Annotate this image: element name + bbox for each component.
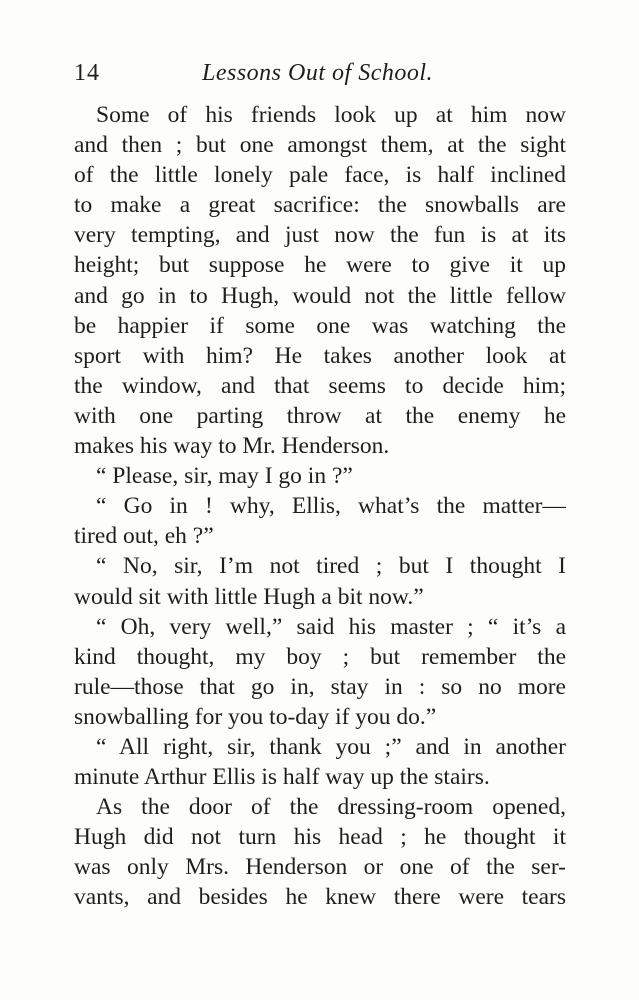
text-line: rule—those that go in, stay in : so no more xyxy=(74,673,566,700)
page-header xyxy=(74,60,566,94)
text-line: kind thought, my boy ; but remember the xyxy=(74,643,566,670)
text-line: “ Please, sir, may I go in ?” xyxy=(96,463,353,490)
page-number: 14 xyxy=(74,60,100,86)
text-line: Some of his friends look up at him now xyxy=(96,102,566,128)
text-line: tired out, eh ?” xyxy=(74,523,214,550)
text-line: vants, and besides he knew there were tears xyxy=(74,884,566,911)
text-line: “ Go in ! why, Ellis, what’s the matter— xyxy=(96,493,566,520)
body-text xyxy=(74,100,566,913)
text-line: “ All right, sir, thank you ;” and in another xyxy=(96,733,566,760)
text-line: “ No, sir, I’m not tired ; but I thought I xyxy=(96,553,566,580)
text-line: snowballing for you to-day if you do.” xyxy=(74,703,437,730)
text-line: was only Mrs. Henderson or one of the ser- xyxy=(74,854,566,881)
text-line: of the little lonely pale face, is half inclined xyxy=(74,162,566,189)
text-line: and then ; but one amongst them, at the sight xyxy=(74,132,566,159)
text-line: height; but suppose he were to give it up xyxy=(74,252,566,279)
text-line: with one parting throw at the enemy he xyxy=(74,402,566,429)
text-line: to make a great sacrifice: the snowballs are xyxy=(74,192,566,219)
text-line: the window, and that seems to decide him; xyxy=(74,372,566,399)
text-line: As the door of the dressing-room opened, xyxy=(96,794,566,821)
text-line: makes his way to Mr. Henderson. xyxy=(74,433,390,460)
text-line: Hugh did not turn his head ; he thought it xyxy=(74,824,566,851)
text-line: be happier if some one was watching the xyxy=(74,312,566,339)
text-line: and go in to Hugh, would not the little fellow xyxy=(74,282,566,309)
text-line: minute Arthur Ellis is half way up the stairs. xyxy=(74,764,490,791)
text-line: very tempting, and just now the fun is at its xyxy=(74,222,566,249)
text-line: sport with him? He takes another look at xyxy=(74,342,566,369)
running-title: Lessons Out of School. xyxy=(202,60,434,86)
text-line: would sit with little Hugh a bit now.” xyxy=(74,583,424,610)
text-line: “ Oh, very well,” said his master ; “ it’s a xyxy=(96,613,566,640)
